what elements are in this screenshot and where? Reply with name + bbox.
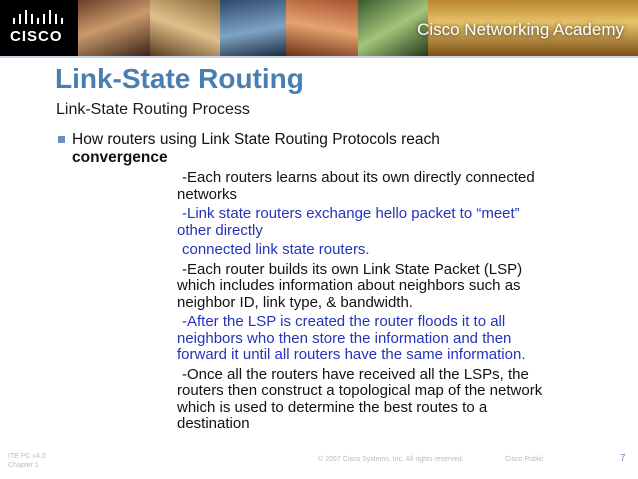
academy-brand: Cisco Networking Academy	[417, 20, 624, 39]
process-step	[177, 206, 617, 239]
header-divider	[0, 56, 638, 58]
process-step-line: forward it until all routers have the same information.	[177, 346, 526, 363]
process-step-line: -Once all the routers have received all the LSPs, the	[182, 365, 529, 383]
slide-subtitle: Link-State Routing Process	[56, 101, 250, 118]
process-steps	[177, 170, 617, 436]
bullet-bold-text: convergence	[72, 149, 168, 166]
photo-strip-1	[78, 0, 150, 56]
process-step-line: routers then construct a topological map of the network	[177, 382, 543, 399]
bullet-text-line: How routers using Link State Routing Protocols reach	[72, 131, 440, 148]
process-step-line: which is used to determine the best routes to a	[177, 398, 488, 416]
process-step-line: neighbor ID, link type, & bandwidth.	[177, 293, 413, 311]
process-step	[177, 242, 617, 259]
process-step-line: neighbors who then store the information and then	[177, 329, 512, 347]
process-step-line: connected link state routers.	[182, 241, 370, 258]
process-step-line: -Link state routers exchange hello packet to “meet”	[182, 205, 520, 222]
process-step	[177, 314, 617, 364]
photo-strip-2	[150, 0, 220, 56]
square-bullet-icon	[58, 136, 65, 143]
slide-title: Link-State Routing	[55, 63, 304, 94]
cisco-logo	[0, 0, 78, 56]
footer-classification: Cisco Public	[505, 456, 544, 463]
process-step	[177, 262, 617, 312]
footer-chapter: Chapter 1	[8, 462, 39, 469]
bullet-text	[72, 131, 572, 167]
footer-course: ITE PC v4.0	[8, 453, 46, 460]
photo-strip-3	[220, 0, 286, 56]
process-step-line: -Each routers learns about its own directly connected	[182, 169, 535, 186]
process-step-line: other directly	[177, 221, 263, 239]
process-step-line: destination	[177, 415, 250, 432]
process-step-line: -After the LSP is created the router floods it to all	[182, 313, 506, 330]
photo-strip-4	[286, 0, 358, 56]
header-banner	[0, 0, 638, 56]
page-number: 7	[620, 453, 626, 464]
footer-copyright: © 2007 Cisco Systems, Inc. All rights reserved.	[318, 456, 464, 463]
process-step-line: networks	[177, 185, 238, 203]
footer-course-info	[8, 452, 46, 470]
cisco-bridge-icon	[12, 10, 66, 26]
process-step	[177, 367, 617, 433]
process-step-line: -Each router builds its own Link State Packet (LSP)	[182, 260, 523, 278]
cisco-logo-text: CISCO	[10, 28, 63, 45]
process-step	[177, 170, 617, 203]
process-step-line: which includes information about neighbors such as	[177, 277, 521, 294]
